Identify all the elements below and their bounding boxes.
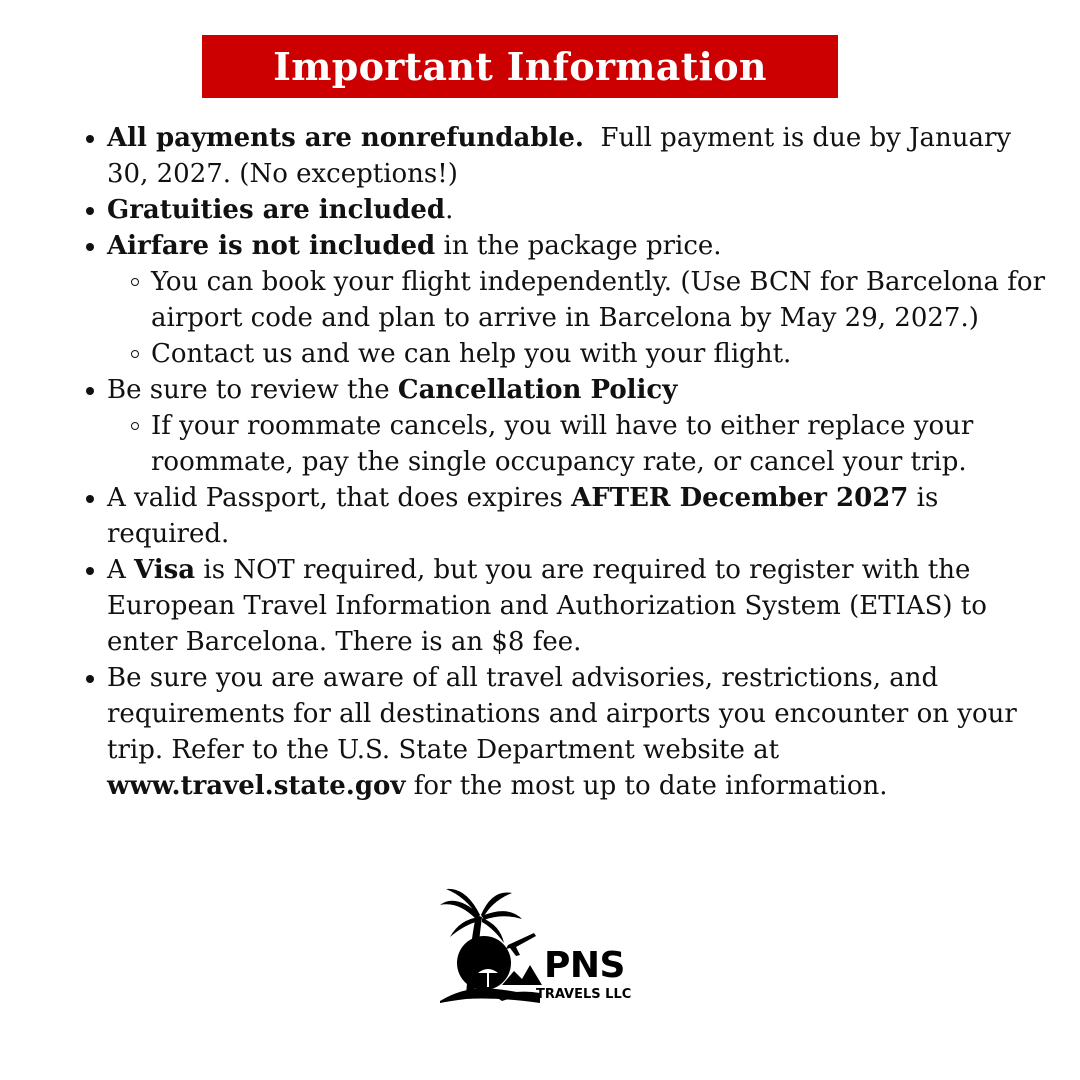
cancellation-sublist	[107, 408, 1046, 480]
airfare-text: in the package price.	[435, 231, 722, 261]
state-dept-link: www.travel.state.gov	[107, 771, 406, 801]
list-item-cancellation	[86, 372, 1046, 480]
info-list-container	[86, 120, 1046, 804]
sub-item-book-flight: You can book your flight independently. (Use BCN for Barcelona for airport code and plan to arrive in Barcelona by May 29, 2027.)	[107, 264, 1046, 336]
list-item-advisories	[86, 660, 1046, 804]
page-title: Important Information	[273, 44, 767, 89]
advisories-text-end: for the most up to date information.	[405, 771, 888, 801]
list-item-payments	[86, 120, 1046, 192]
visa-bold: Visa	[134, 555, 196, 585]
list-item-passport	[86, 480, 1046, 552]
payments-bold: All payments are nonrefundable.	[107, 123, 584, 153]
cancellation-bold: Cancellation Policy	[397, 375, 678, 405]
gratuities-bold: Gratuities are included	[107, 195, 446, 225]
passport-bold: AFTER December 2027	[571, 483, 909, 513]
palm-tree-airplane-icon	[436, 885, 546, 1010]
advisories-text: Be sure you are aware of all travel advisories, restrictions, and requirements for all destinations and airports you encounter on your trip. Refer to the U.S. State Department website at	[107, 663, 1017, 765]
logo-name: PNS	[544, 945, 625, 986]
payments-text: Full payment is due by January 30, 2027. (No exceptions!)	[107, 123, 1020, 189]
list-item-airfare	[86, 228, 1046, 372]
header-banner	[202, 35, 838, 98]
airfare-sublist	[107, 264, 1046, 372]
sub-item-contact-us: Contact us and we can help you with your flight.	[107, 336, 1046, 372]
passport-text-end: is required.	[107, 483, 939, 549]
list-item-visa	[86, 552, 1046, 660]
airfare-bold: Airfare is not included	[107, 231, 436, 261]
list-item-gratuities	[86, 192, 1046, 228]
sub-item-roommate: If your roommate cancels, you will have to either replace your roommate, pay the single occupancy rate, or cancel your trip.	[107, 408, 1046, 480]
logo-subtitle: TRAVELS LLC	[536, 987, 632, 1002]
passport-text: A valid Passport, that does expires	[107, 483, 572, 513]
cancellation-text: Be sure to review the	[107, 375, 398, 405]
company-logo	[436, 885, 651, 1010]
info-list	[86, 120, 1046, 804]
visa-text-end: is NOT required, but you are required to register with the European Travel Information and Authorization System (ETIAS) to enter Barcelona. There is an $8 fee.	[107, 555, 987, 657]
gratuities-text: .	[445, 195, 454, 225]
visa-text: A	[107, 555, 135, 585]
